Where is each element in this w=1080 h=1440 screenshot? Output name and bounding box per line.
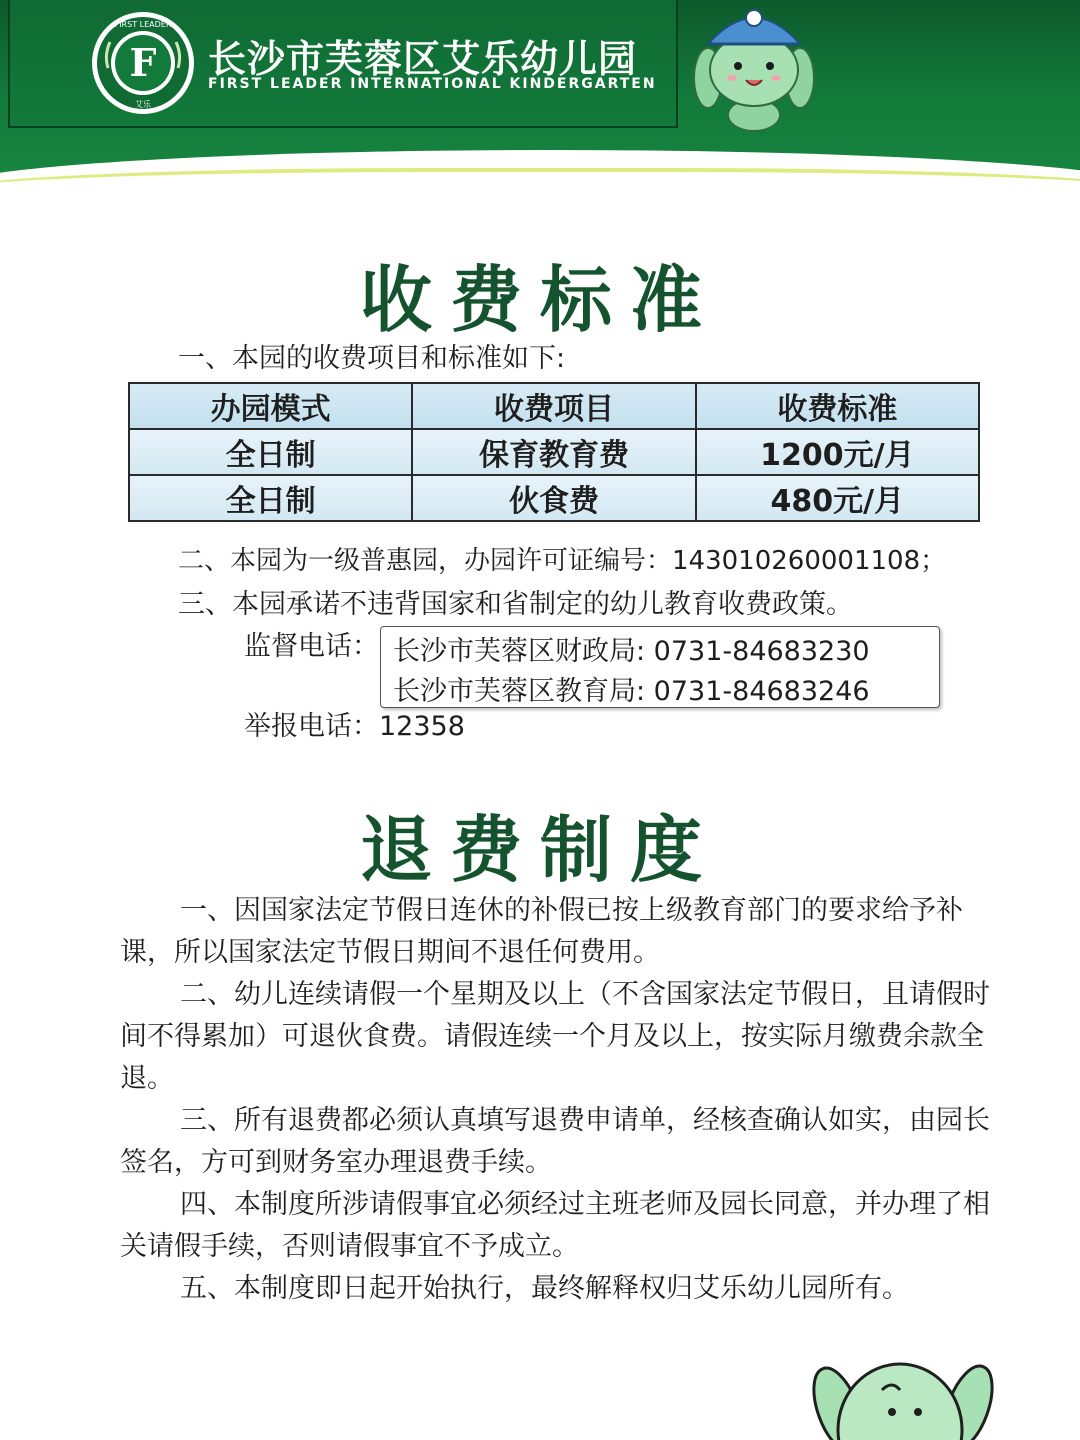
refund-paragraph: 五、本制度即日起开始执行，最终解释权归艾乐幼儿园所有。 xyxy=(180,1273,909,1304)
fee-table-cell: 1200元/月 xyxy=(696,429,979,475)
refund-paragraph: 一、因国家法定节假日连休的补假已按上级教育部门的要求给予补课，所以国家法定节假日期间不退任何费用。 xyxy=(120,895,963,968)
mascot-bottom-icon xyxy=(800,1350,1000,1440)
fee-table-header: 办园模式 xyxy=(129,383,412,429)
fee-item-3: 三、本园承诺不违背国家和省制定的幼儿教育收费政策。 xyxy=(178,589,853,620)
fee-table-cell: 保育教育费 xyxy=(412,429,695,475)
fee-table-header: 收费标准 xyxy=(696,383,979,429)
logo-ring-text: FIRST LEADER xyxy=(114,20,172,29)
refund-section-title: 退费制度 xyxy=(359,808,720,892)
supervision-label: 监督电话： xyxy=(244,631,379,662)
logo-bottom-text: 艾乐 xyxy=(135,100,151,109)
header-stripe xyxy=(0,168,1080,192)
supervision-phone: 长沙市芙蓉区财政局: 0731-84683230 xyxy=(393,636,870,667)
refund-paragraph: 三、所有退费都必须认真填写退费申请单，经核查确认如实，由园长签名，方可到财务室办理退费手续。 xyxy=(120,1105,990,1178)
fee-table-cell: 全日制 xyxy=(129,475,412,521)
fee-table-header: 收费项目 xyxy=(412,383,695,429)
supervision-phone: 长沙市芙蓉区教育局: 0731-84683246 xyxy=(393,676,870,707)
logo-letter: F xyxy=(129,40,157,85)
fee-intro: 一、本园的收费项目和标准如下: xyxy=(178,343,566,374)
fee-table-cell: 全日制 xyxy=(129,429,412,475)
refund-paragraph: 四、本制度所涉请假事宜必须经过主班老师及园长同意，并办理了相关请假手续，否则请假事宜不予成立。 xyxy=(120,1189,990,1262)
school-name: 长沙市芙蓉区艾乐幼儿园 xyxy=(208,37,638,81)
report-phone: 举报电话：12358 xyxy=(244,711,465,742)
fee-section-title: 收费标准 xyxy=(359,258,720,342)
header-banner xyxy=(0,0,1080,215)
refund-paragraph: 二、幼儿连续请假一个星期及以上（不含国家法定节假日，且请假时间不得累加）可退伙食费。请假连续一个月及以上，按实际月缴费余款全退。 xyxy=(120,979,990,1094)
fee-item-2: 二、本园为一级普惠园，办园许可证编号：143010260001108； xyxy=(178,546,947,576)
fee-table-cell: 480元/月 xyxy=(696,475,979,521)
school-name-en: FIRST LEADER INTERNATIONAL KINDERGARTEN xyxy=(208,76,657,92)
mascot-icon xyxy=(680,0,820,135)
table-row xyxy=(129,429,979,475)
fee-table-cell: 伙食费 xyxy=(412,475,695,521)
fee-table xyxy=(128,382,980,522)
fee-table-header-row xyxy=(129,383,979,429)
school-logo-icon xyxy=(90,10,196,116)
supervision-phone-box xyxy=(380,626,940,708)
table-row xyxy=(129,475,979,521)
